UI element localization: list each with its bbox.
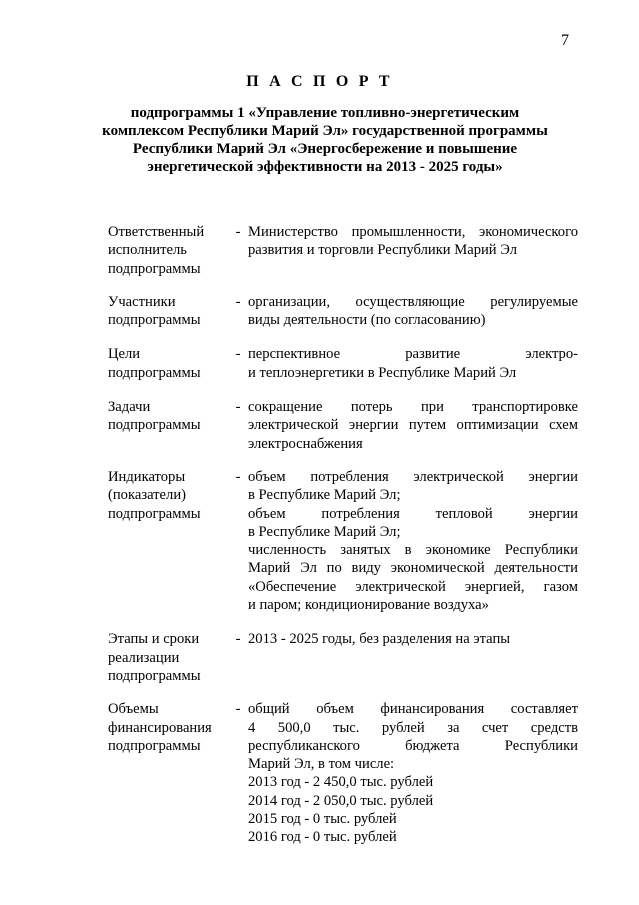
row-value	[248, 398, 578, 453]
label-line: подпрограммы	[108, 312, 201, 329]
label-line: исполнитель	[108, 242, 187, 259]
label-line: Ответственный	[108, 224, 205, 240]
value-line: Марий Эл по виду экономической деятельности	[248, 560, 578, 577]
passport-table	[108, 223, 578, 847]
value-line: 2013 - 2025 годы, без разделения на этапы	[248, 631, 511, 648]
label-line: подпрограммы	[108, 260, 201, 277]
passport-row-tasks	[108, 398, 578, 453]
row-value	[248, 468, 578, 614]
label-line: Объемы	[108, 701, 159, 718]
value-line: развития и торговли Республики Марий Эл	[248, 242, 517, 259]
row-dash: -	[235, 346, 241, 363]
label-line: подпрограммы	[108, 505, 201, 522]
value-line: объем потребления электрической энергии	[248, 468, 578, 485]
row-value	[248, 223, 578, 278]
value-line: общий объем финансирования составляет	[248, 701, 578, 718]
value-line: 2015 год - 0 тыс. рублей	[248, 811, 397, 828]
row-dash: -	[235, 468, 241, 485]
value-line: сокращение потерь при транспортировке	[248, 399, 578, 416]
page-title: П А С П О Р Т	[246, 73, 393, 90]
subtitle-line: Республики Марий Эл «Энергосбережение и повышение	[132, 141, 518, 157]
passport-row-indicators	[108, 468, 578, 614]
label-line: Задачи	[108, 399, 151, 416]
page-number: 7	[561, 32, 569, 49]
value-line: в Республике Марий Эл;	[248, 523, 401, 540]
label-line: Цели	[108, 346, 141, 363]
label-line: подпрограммы	[108, 667, 201, 684]
label-line: Индикаторы	[108, 468, 186, 485]
label-line: реализации	[108, 649, 180, 666]
value-line: перспективное развитие электро-	[248, 346, 578, 363]
row-value	[248, 345, 578, 382]
value-line: 2013 год - 2 450,0 тыс. рублей	[248, 774, 434, 791]
label-line: (показатели)	[108, 487, 186, 504]
label-line: Участники	[108, 293, 176, 310]
value-line: виды деятельности (по согласованию)	[248, 312, 486, 329]
value-line: Марий Эл, в том числе:	[248, 756, 395, 773]
value-line: электроснабжения	[248, 435, 363, 452]
value-line: численность занятых в экономике Республики	[248, 542, 578, 559]
row-dash: -	[235, 293, 241, 310]
page-subtitle	[90, 104, 560, 176]
value-line: и теплоэнергетики в Республике Марий Эл	[248, 364, 517, 381]
row-value	[248, 293, 578, 330]
row-label	[108, 223, 228, 278]
passport-row-financing	[108, 700, 578, 846]
value-line: 2014 год - 2 050,0 тыс. рублей	[248, 792, 434, 809]
passport-row-responsible	[108, 223, 578, 278]
row-label	[108, 345, 228, 382]
label-line: финансирования	[108, 719, 212, 736]
subtitle-line: подпрограммы 1 «Управление топливно-энергетическим	[130, 105, 520, 121]
subtitle-line: энергетической эффективности на 2013 - 2025 годы»	[147, 159, 503, 175]
label-line: подпрограммы	[108, 737, 201, 754]
subtitle-line: комплексом Республики Марий Эл» государственной программы	[102, 123, 548, 139]
passport-row-stages	[108, 630, 578, 685]
row-dash: -	[235, 631, 241, 648]
row-dash: -	[235, 224, 241, 240]
row-dash: -	[235, 701, 241, 718]
value-line: организации, осуществляющие регулируемые	[248, 293, 578, 310]
value-line: республиканского бюджета Республики	[248, 737, 578, 754]
label-line: Этапы и сроки	[108, 631, 200, 648]
row-dash: -	[235, 399, 241, 416]
value-line: и паром; кондиционирование воздуха»	[248, 597, 489, 614]
row-label	[108, 468, 228, 614]
value-line: в Республике Марий Эл;	[248, 487, 401, 504]
label-line: подпрограммы	[108, 364, 201, 381]
row-label	[108, 398, 228, 453]
row-label	[108, 630, 228, 685]
passport-row-goals	[108, 345, 578, 382]
row-value	[248, 700, 578, 846]
passport-row-participants	[108, 293, 578, 330]
value-line: Министерство промышленности, экономического	[248, 224, 578, 240]
value-line: объем потребления тепловой энергии	[248, 505, 578, 522]
value-line: 2016 год - 0 тыс. рублей	[248, 829, 397, 846]
label-line: подпрограммы	[108, 417, 201, 434]
row-value	[248, 630, 578, 685]
row-label	[108, 293, 228, 330]
row-label	[108, 700, 228, 846]
value-line: электрической энергии путем оптимизации схем	[248, 417, 578, 434]
value-line: «Обеспечение электрической энергией, газом	[248, 578, 578, 595]
value-line: 4 500,0 тыс. рублей за счет средств	[248, 719, 578, 736]
